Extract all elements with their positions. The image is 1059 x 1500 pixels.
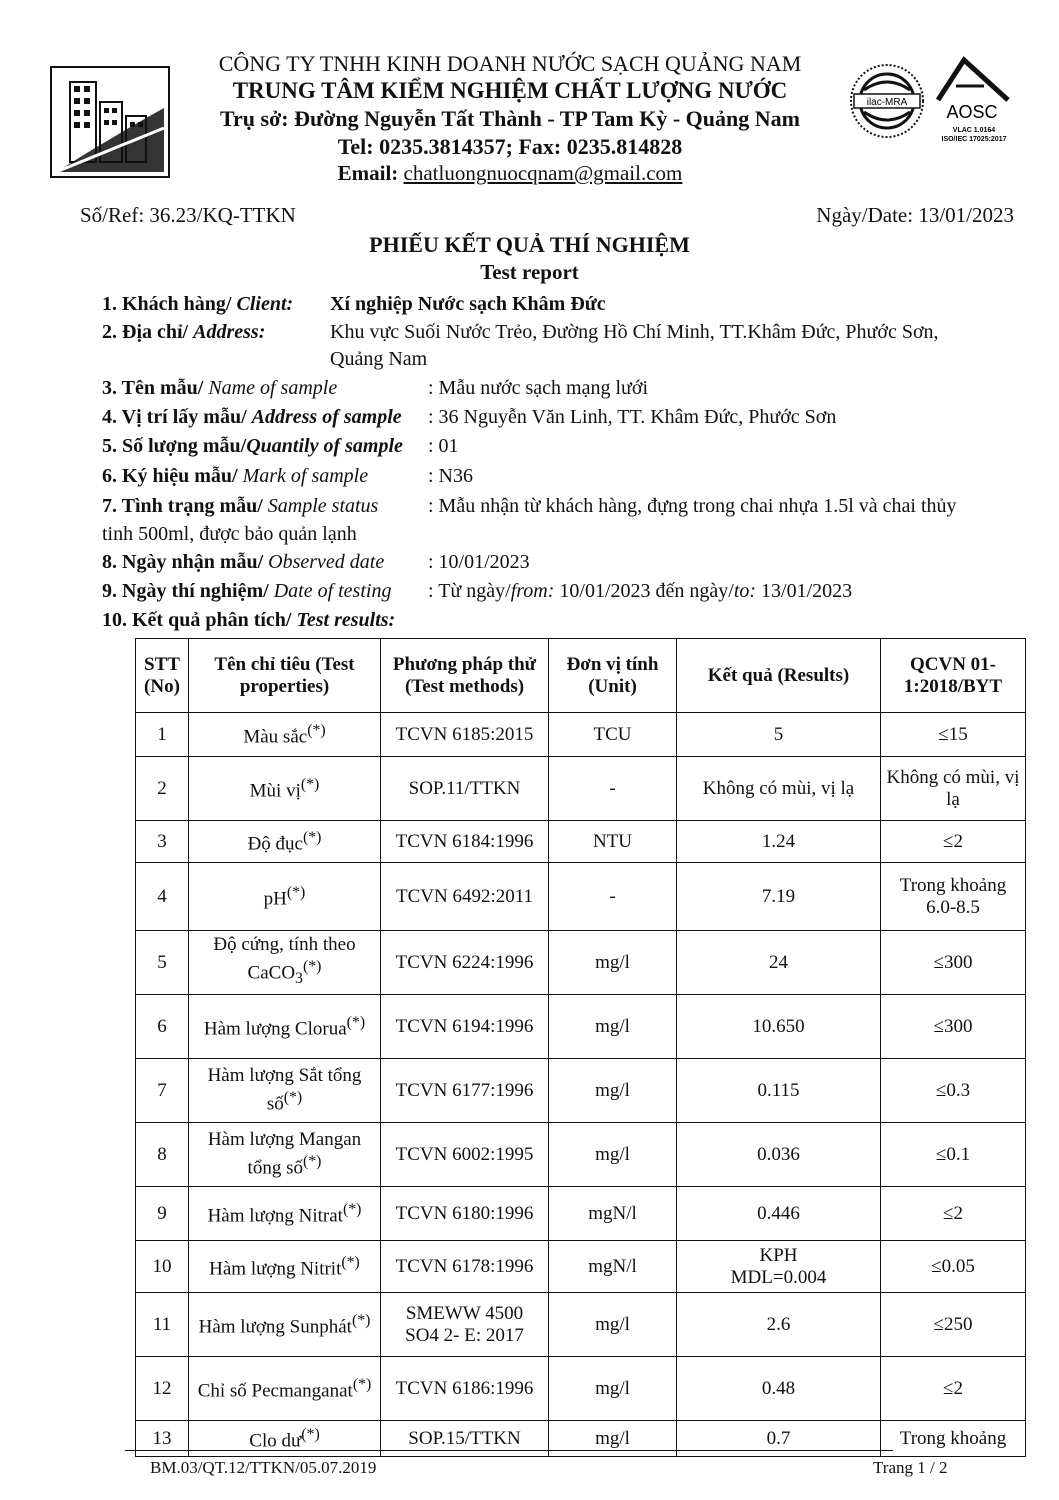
status-label: 7. Tình trạng mẫu/ <box>102 495 263 517</box>
header-method: Phương pháp thử (Test methods) <box>381 639 549 713</box>
cell-method: TCVN 6492:2011 <box>381 863 549 931</box>
address-line <box>102 318 265 346</box>
header-qcvn: QCVN 01-1:2018/BYT <box>881 639 1026 713</box>
report-subtitle: Test report <box>480 260 579 284</box>
cell-no: 7 <box>136 1059 189 1123</box>
results-table <box>135 638 1026 1457</box>
cell-method: TCVN 6224:1996 <box>381 931 549 995</box>
report-title: PHIẾU KẾT QUẢ THÍ NGHIỆM <box>369 232 690 257</box>
company-logo <box>50 66 170 178</box>
cell-unit: mg/l <box>549 931 677 995</box>
cell-result: KPH MDL=0.004 <box>677 1241 881 1293</box>
cell-mark: (*) <box>302 958 322 976</box>
header-name: Tên chỉ tiêu (Test properties) <box>189 639 381 713</box>
testing-line <box>102 577 391 605</box>
cell-name <box>189 821 381 863</box>
cell-mark: (*) <box>300 776 320 794</box>
cell-name <box>189 995 381 1059</box>
testing-value-to: to: <box>733 580 757 602</box>
table-row <box>136 995 1026 1059</box>
sample-name-label: 3. Tên mẫu/ <box>102 377 204 399</box>
company-name: CÔNG TY TNHH KINH DOANH NƯỚC SẠCH QUẢNG NAM <box>218 51 802 76</box>
cell-name <box>189 1293 381 1357</box>
cell-result: 0.446 <box>677 1187 881 1241</box>
cell-limit: ≤2 <box>881 1357 1026 1421</box>
table-row <box>136 713 1026 757</box>
observed-label: 8. Ngày nhận mẫu/ <box>102 551 264 573</box>
aosc-logo-text: AOSC <box>946 102 998 122</box>
table-row <box>136 1123 1026 1187</box>
cell-no: 9 <box>136 1187 189 1241</box>
cell-result: 0.7 <box>677 1421 881 1457</box>
cell-result: 0.036 <box>677 1123 881 1187</box>
cell-mark: (*) <box>351 1312 371 1330</box>
address-label: 2. Địa chỉ/ <box>102 321 189 343</box>
sample-address-label: 4. Vị trí lấy mẫu/ <box>102 406 247 428</box>
center-phone: Tel: 0235.3814357; Fax: 0235.814828 <box>337 134 683 159</box>
table-row <box>136 863 1026 931</box>
results-label: 10. Kết quả phân tích/ <box>102 609 292 631</box>
cell-no: 11 <box>136 1293 189 1357</box>
cell-mark: (*) <box>352 1376 372 1394</box>
cell-no: 5 <box>136 931 189 995</box>
cell-no: 10 <box>136 1241 189 1293</box>
cell-result: 2.6 <box>677 1293 881 1357</box>
mark-line <box>102 462 368 490</box>
observed-label-en: Observed date <box>268 551 385 573</box>
header-stt: STT (No) <box>136 639 189 713</box>
cell-mark: (*) <box>302 829 322 847</box>
cell-name <box>189 713 381 757</box>
testing-value-a: : Từ ngày/ <box>428 580 511 602</box>
observed-value: : 10/01/2023 <box>428 551 530 573</box>
cell-name <box>189 1241 381 1293</box>
cell-unit: TCU <box>549 713 677 757</box>
table-row <box>136 1293 1026 1357</box>
cell-method: TCVN 6184:1996 <box>381 821 549 863</box>
cell-name-text: Độ cứng, tính theo CaCO <box>213 934 356 984</box>
cell-result: 0.48 <box>677 1357 881 1421</box>
cell-unit: mgN/l <box>549 1241 677 1293</box>
cell-method: TCVN 6002:1995 <box>381 1123 549 1187</box>
email-label: Email: <box>337 161 399 185</box>
center-address: Trụ sở: Đường Nguyễn Tất Thành - TP Tam Kỳ - Quảng Nam <box>220 106 800 131</box>
observed-line <box>102 548 384 576</box>
cell-limit: ≤300 <box>881 995 1026 1059</box>
cell-unit: NTU <box>549 821 677 863</box>
table-row <box>136 931 1026 995</box>
cell-name <box>189 1059 381 1123</box>
results-heading <box>102 606 395 634</box>
cell-name-text: Hàm lượng Sunphát <box>198 1316 352 1338</box>
table-header-row <box>136 639 1026 713</box>
cell-name-text: Hàm lượng Mangan tổng số <box>207 1129 362 1179</box>
header-result: Kết quả (Results) <box>677 639 881 713</box>
quantity-line <box>102 432 403 460</box>
cell-name-text: Hàm lượng Nitrat <box>207 1205 343 1227</box>
table-row <box>136 1187 1026 1241</box>
cell-no: 12 <box>136 1357 189 1421</box>
mark-label-en: Mark of sample <box>242 465 369 487</box>
cell-mark: (*) <box>342 1201 362 1219</box>
cell-limit: ≤0.3 <box>881 1059 1026 1123</box>
center-name: TRUNG TÂM KIỂM NGHIỆM CHẤT LƯỢNG NƯỚC <box>232 78 788 103</box>
address-value-2: Quảng Nam <box>330 348 428 370</box>
testing-value <box>428 577 852 605</box>
cell-mark: (*) <box>301 1426 320 1444</box>
cell-name <box>189 863 381 931</box>
cell-result: 1.24 <box>677 821 881 863</box>
cell-name-text: pH <box>263 888 287 910</box>
testing-value-from: from: <box>510 580 555 602</box>
cell-method: TCVN 6185:2015 <box>381 713 549 757</box>
cell-name-text: Hàm lượng Sắt tổng số <box>207 1065 362 1115</box>
cell-no: 1 <box>136 713 189 757</box>
testing-label-en: Date of testing <box>273 580 392 602</box>
cell-mark: (*) <box>302 1153 322 1171</box>
cell-limit: Không có mùi, vị lạ <box>881 757 1026 821</box>
cell-limit: ≤0.05 <box>881 1241 1026 1293</box>
cell-name-text: Hàm lượng Nitrit <box>209 1258 342 1280</box>
sample-name-line <box>102 374 337 402</box>
cell-name <box>189 757 381 821</box>
cell-mark: (*) <box>286 884 306 902</box>
table-row <box>136 1059 1026 1123</box>
cell-result: 5 <box>677 713 881 757</box>
sample-name-value: : Mẫu nước sạch mạng lưới <box>428 377 649 399</box>
cell-name-text: Clo dư <box>249 1430 302 1452</box>
ilac-mra-logo <box>848 62 926 140</box>
cell-name-text: Độ đục <box>247 833 303 855</box>
mark-value: : N36 <box>428 465 473 487</box>
status-value-2: tinh 500ml, được bảo quản lạnh <box>102 523 357 545</box>
table-row <box>136 1357 1026 1421</box>
results-label-en: Test results: <box>296 609 396 631</box>
cell-result: 10.650 <box>677 995 881 1059</box>
cell-result: 24 <box>677 931 881 995</box>
cell-no: 13 <box>136 1421 189 1457</box>
aosc-logo-sub2: ISO/IEC 17025:2017 <box>941 136 1007 143</box>
testing-label: 9. Ngày thí nghiệm/ <box>102 580 269 602</box>
cell-result: 7.19 <box>677 863 881 931</box>
cell-limit: ≤0.1 <box>881 1123 1026 1187</box>
cell-method: TCVN 6180:1996 <box>381 1187 549 1241</box>
cell-unit: mg/l <box>549 1421 677 1457</box>
cell-limit: ≤15 <box>881 713 1026 757</box>
cell-mark: (*) <box>341 1254 360 1272</box>
aosc-logo <box>928 56 1020 146</box>
cell-name-text: Hàm lượng Clorua <box>203 1018 347 1040</box>
sample-address-line <box>102 403 402 431</box>
client-line <box>102 290 293 318</box>
cell-method: TCVN 6194:1996 <box>381 995 549 1059</box>
cell-no: 8 <box>136 1123 189 1187</box>
cell-method: SOP.11/TTKN <box>381 757 549 821</box>
address-value-1: Khu vực Suối Nước Trẻo, Đường Hồ Chí Minh, TT.Khâm Đức, Phước Sơn, <box>330 321 939 343</box>
form-code: BM.03/QT.12/TTKN/05.07.2019 <box>150 1458 377 1477</box>
cell-method: TCVN 6177:1996 <box>381 1059 549 1123</box>
cell-unit: mg/l <box>549 1357 677 1421</box>
cell-unit: - <box>549 757 677 821</box>
header-unit: Đơn vị tính (Unit) <box>549 639 677 713</box>
footer-divider <box>125 1450 893 1451</box>
ilac-logo-text: ilac-MRA <box>866 97 908 108</box>
mark-label: 6. Ký hiệu mẫu/ <box>102 465 238 487</box>
cell-result: Không có mùi, vị lạ <box>677 757 881 821</box>
cell-unit: mg/l <box>549 1059 677 1123</box>
status-line <box>102 492 378 520</box>
status-label-en: Sample status <box>267 495 379 517</box>
quantity-label-en: Quantily of sample <box>246 435 403 457</box>
cell-unit: mgN/l <box>549 1187 677 1241</box>
cell-subscript: 3 <box>295 970 303 988</box>
address-label-en: Address: <box>193 321 266 343</box>
cell-name <box>189 1357 381 1421</box>
client-label: 1. Khách hàng/ <box>102 293 232 315</box>
quantity-label: 5. Số lượng mẫu/ <box>102 435 247 457</box>
cell-name <box>189 931 381 995</box>
cell-mark: (*) <box>283 1089 303 1107</box>
cell-limit: ≤300 <box>881 931 1026 995</box>
sample-name-label-en: Name of sample <box>208 377 338 399</box>
cell-method: SMEWW 4500 SO4 2- E: 2017 <box>381 1293 549 1357</box>
sample-address-value: : 36 Nguyễn Văn Linh, TT. Khâm Đức, Phước Sơn <box>428 406 837 428</box>
table-row <box>136 821 1026 863</box>
cell-limit: ≤2 <box>881 1187 1026 1241</box>
table-row <box>136 757 1026 821</box>
testing-value-b: 10/01/2023 đến ngày/ <box>554 580 734 602</box>
cell-result: 0.115 <box>677 1059 881 1123</box>
cell-name-text: Chỉ số Pecmanganat <box>197 1380 353 1402</box>
cell-unit: - <box>549 863 677 931</box>
cell-limit: Trong khoảng <box>881 1421 1026 1457</box>
page-number: Trang 1 / 2 <box>873 1458 948 1477</box>
cell-method: TCVN 6186:1996 <box>381 1357 549 1421</box>
cell-no: 6 <box>136 995 189 1059</box>
client-label-en: Client: <box>236 293 294 315</box>
cell-mark: (*) <box>346 1014 366 1032</box>
status-value-1: : Mẫu nhận từ khách hàng, đựng trong chai nhựa 1.5l và chai thủy <box>428 495 957 517</box>
center-email-line <box>180 160 840 187</box>
table-row <box>136 1241 1026 1293</box>
quantity-value: : 01 <box>428 435 459 457</box>
cell-name-text: Mùi vị <box>249 780 301 802</box>
cell-unit: mg/l <box>549 1123 677 1187</box>
table-row <box>136 1421 1026 1457</box>
reference-number: Số/Ref: 36.23/KQ-TTKN <box>80 203 296 227</box>
cell-name <box>189 1123 381 1187</box>
aosc-logo-sub1: VLAC 1.0164 <box>952 127 996 134</box>
email-link[interactable]: chatluongnuocqnam@gmail.com <box>403 161 683 185</box>
cell-method: SOP.15/TTKN <box>381 1421 549 1457</box>
cell-no: 2 <box>136 757 189 821</box>
cell-name <box>189 1187 381 1241</box>
cell-limit: Trong khoảng 6.0-8.5 <box>881 863 1026 931</box>
report-date: Ngày/Date: 13/01/2023 <box>816 203 1014 227</box>
cell-name-text: Màu sắc <box>243 726 308 748</box>
cell-no: 4 <box>136 863 189 931</box>
cell-limit: ≤2 <box>881 821 1026 863</box>
cell-limit: ≤250 <box>881 1293 1026 1357</box>
sample-address-label-en: Address of sample <box>251 406 402 428</box>
cell-mark: (*) <box>307 722 326 740</box>
cell-name <box>189 1421 381 1457</box>
cell-unit: mg/l <box>549 995 677 1059</box>
testing-value-c: 13/01/2023 <box>756 580 853 602</box>
cell-method: TCVN 6178:1996 <box>381 1241 549 1293</box>
cell-no: 3 <box>136 821 189 863</box>
cell-unit: mg/l <box>549 1293 677 1357</box>
client-value: Xí nghiệp Nước sạch Khâm Đức <box>330 293 606 315</box>
